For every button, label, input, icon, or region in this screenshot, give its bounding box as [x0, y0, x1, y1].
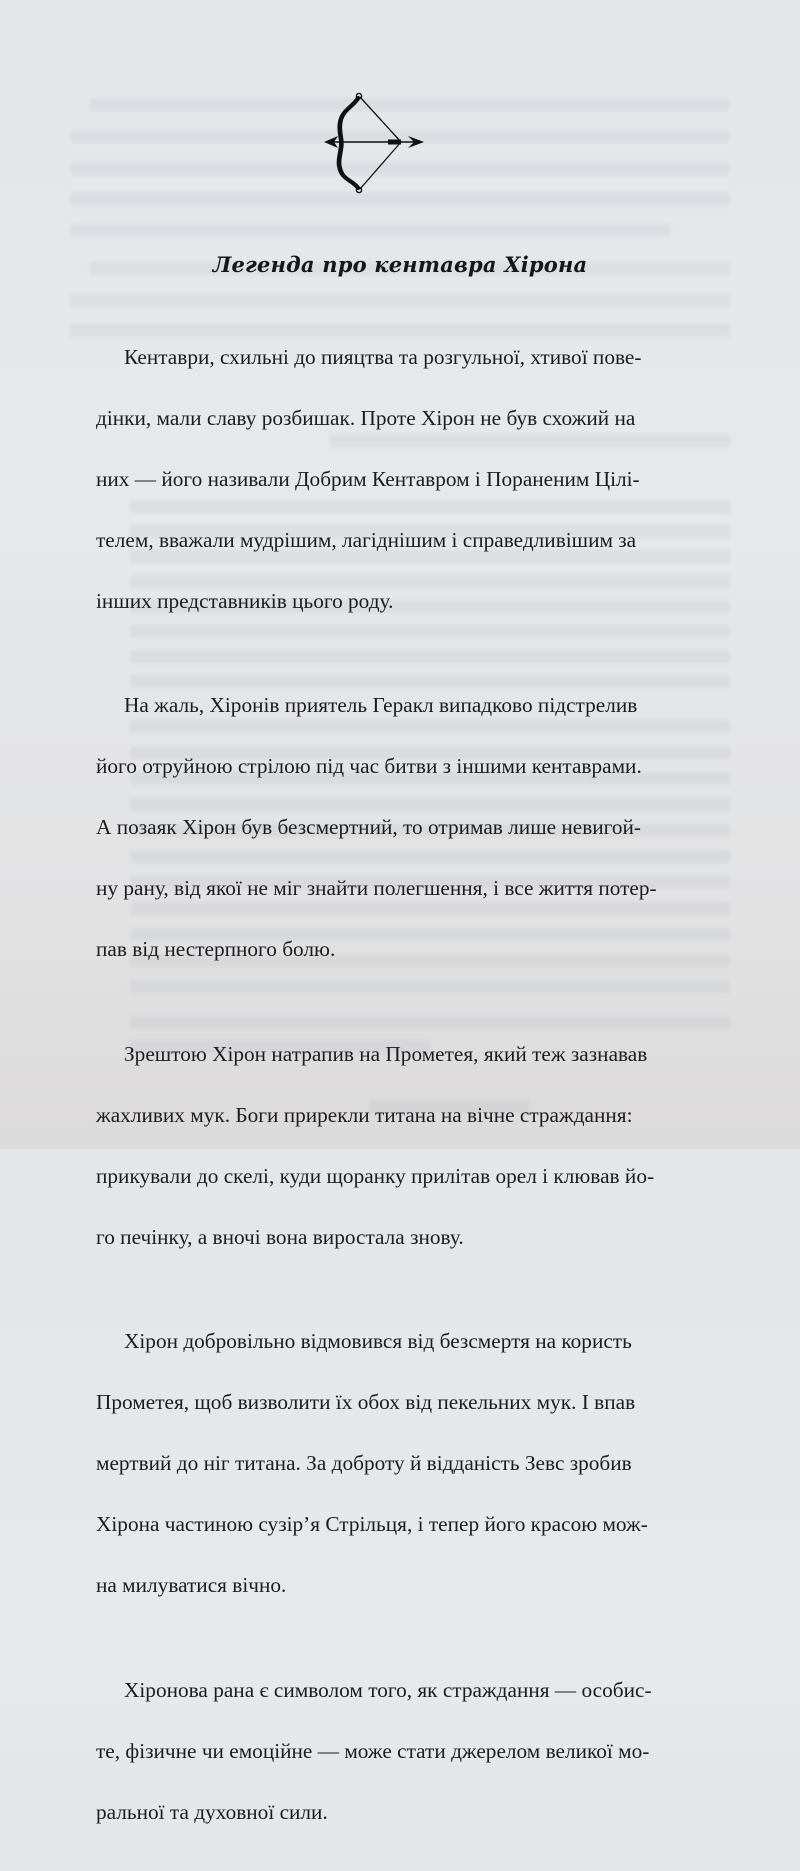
text-line: Прометея, щоб визволити їх обох від пекельних мук. І впав — [96, 1390, 636, 1414]
text-line: телем, вважали мудрішим, лагіднішим і справедливішим за — [96, 527, 637, 552]
text-line: ральної та духовної сили. — [96, 1799, 328, 1824]
text-line: прикували до скелі, куди щоранку прилітав орел і клював йо- — [96, 1163, 655, 1188]
text-line: А позаяк Хірон був безсмертний, то отримав лише невигой- — [96, 815, 642, 839]
text-line: Хірона частиною сузір’я Стрільця, і тепер його красою мож- — [96, 1512, 648, 1536]
text-line: Хірон добровільно відмовився від безсмертя на користь — [124, 1329, 632, 1353]
page-title: Легенда про кентавра Хірона — [212, 252, 588, 277]
bow-and-arrow-icon — [318, 84, 438, 196]
paragraph-2 — [96, 660, 736, 996]
paragraph-4 — [96, 1296, 736, 1632]
text-line: його отруйною стрілою під час битви з іншими кентаврами. — [96, 754, 642, 778]
text-line: інших представників цього роду. — [96, 588, 394, 613]
text-line: жахливих мук. Боги прирекли титана на вічне страждання: — [96, 1102, 633, 1127]
text-line: Хіронова рана є символом того, як страждання — особис- — [124, 1677, 652, 1702]
body-text — [96, 311, 736, 1871]
text-line: те, фізичне чи емоційне — може стати джерелом великої мо- — [96, 1738, 650, 1763]
text-line: них — його називали Добрим Кентавром і Пораненим Цілі- — [96, 466, 640, 491]
text-line: мертвий до ніг титана. За доброту й відданість Зевс зробив — [96, 1451, 632, 1475]
text-line: на милуватися вічно. — [96, 1573, 287, 1597]
text-line: Кентаври, схильні до пияцтва та розгульної, хтивої пове- — [124, 344, 642, 369]
text-line: Зрештою Хірон натрапив на Прометея, який теж зазнавав — [124, 1041, 648, 1066]
paragraph-3 — [96, 1008, 736, 1283]
text-line: го печінку, а вночі вона виростала знову. — [96, 1224, 464, 1249]
paragraph-5 — [96, 1644, 736, 1858]
paragraph-1 — [96, 311, 736, 647]
text-line: ну рану, від якої не міг знайти полегшення, і все життя потер- — [96, 876, 657, 900]
text-line: На жаль, Хіронів приятель Геракл випадково підстрелив — [124, 693, 638, 717]
text-line: дінки, мали славу розбишак. Проте Хірон не був схожий на — [96, 405, 636, 430]
text-line: пав від нестерпного болю. — [96, 937, 336, 961]
